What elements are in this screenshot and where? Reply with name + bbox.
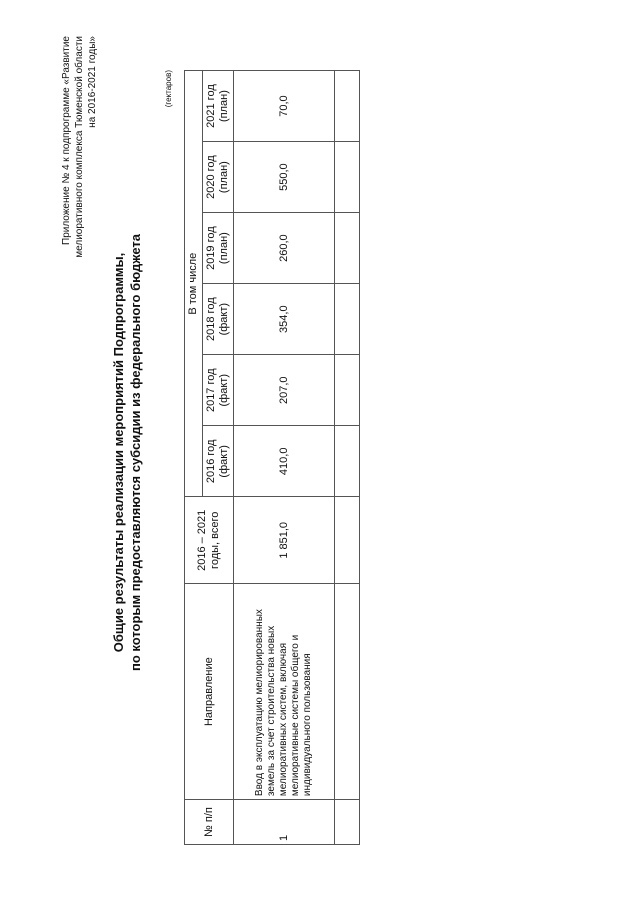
empty-cell — [335, 800, 360, 845]
annex-line-2: мелиоративного комплекса Тюменской области — [74, 36, 85, 258]
year-status: (факт) — [218, 302, 230, 336]
units-label: (гектаров) — [164, 70, 173, 108]
header-year-2021 — [203, 71, 234, 142]
empty-cell — [335, 71, 360, 142]
year-status: (план) — [218, 232, 230, 265]
year-status: (план) — [218, 90, 230, 122]
results-table — [184, 70, 360, 845]
table-row-empty — [335, 71, 360, 845]
row-direction: Ввод в эксплуатацию мелиорированных земель за счет строительства новых мелиоративных систем, включая мелиоративные системы общего и индивидуального пользования — [234, 584, 335, 800]
header-year-2019 — [203, 213, 234, 284]
title-line-2: по которым предоставляются субсидии из федерального бюджета — [128, 234, 143, 671]
annex-line-3: на 2016-2021 годы» — [87, 36, 98, 128]
row-value-2017: 207,0 — [234, 355, 335, 426]
year-label: 2020 год — [205, 155, 217, 199]
header-total: 2016 – 2021 годы, всего — [185, 497, 234, 584]
empty-cell — [335, 497, 360, 584]
row-value-2021: 70,0 — [234, 71, 335, 142]
year-label: 2016 год — [205, 439, 217, 484]
row-value-2019: 260,0 — [234, 213, 335, 284]
year-label: 2017 год — [205, 368, 217, 413]
row-value-2018: 354,0 — [234, 284, 335, 355]
year-status: (факт) — [218, 374, 230, 407]
title-line-1: Общие результаты реализации мероприятий Подпрограммы, — [111, 252, 126, 653]
annex-line-1: Приложение № 4 к подпрограмме «Развитие — [61, 36, 72, 245]
empty-cell — [335, 284, 360, 355]
document-title — [110, 0, 144, 905]
header-num: № п/п — [185, 800, 234, 845]
header-year-2016 — [203, 426, 234, 497]
year-status: (факт) — [218, 445, 230, 478]
header-year-2017 — [203, 355, 234, 426]
empty-cell — [335, 213, 360, 284]
empty-cell — [335, 426, 360, 497]
header-direction: Направление — [185, 584, 234, 800]
annex-note — [60, 36, 99, 336]
row-value-2016: 410,0 — [234, 426, 335, 497]
header-year-2020 — [203, 142, 234, 213]
empty-cell — [335, 584, 360, 800]
row-total: 1 851,0 — [234, 497, 335, 584]
empty-cell — [335, 355, 360, 426]
year-label: 2018 год — [205, 297, 217, 341]
row-num: 1 — [234, 800, 335, 845]
header-row-1 — [185, 71, 203, 845]
year-label: 2019 год — [205, 226, 217, 270]
row-value-2020: 550,0 — [234, 142, 335, 213]
empty-cell — [335, 142, 360, 213]
table-row — [234, 71, 335, 845]
year-label: 2021 год — [205, 84, 217, 128]
header-year-2018 — [203, 284, 234, 355]
year-status: (план) — [218, 161, 230, 194]
header-including: В том числе — [185, 71, 203, 497]
